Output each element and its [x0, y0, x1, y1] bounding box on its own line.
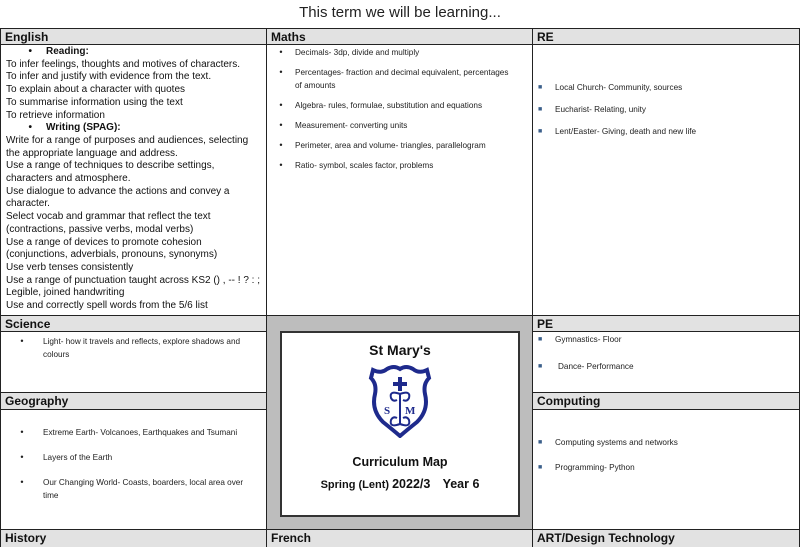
geography-item: • Layers of the Earth — [1, 451, 247, 464]
writing-heading: • Writing (SPAG): — [6, 122, 262, 135]
history-header: History — [0, 529, 268, 547]
reading-line: To retrieve information — [6, 109, 105, 121]
bullet-icon: • — [279, 100, 283, 110]
square-bullet-icon: ■ — [538, 106, 543, 113]
bullet-icon: • — [20, 336, 24, 346]
writing-line: Use dialogue to advance the actions and convey a character. — [6, 185, 230, 210]
reading-heading: • Reading: — [6, 46, 262, 59]
writing-line: Select vocab and grammar that reflect the text (contractions, passive verbs, modal verbs) — [6, 211, 211, 235]
bullet-icon: • — [279, 120, 283, 130]
writing-line: Use and correctly spell words from the 5/6 list — [6, 300, 208, 312]
maths-item: • Measurement- converting units — [267, 119, 533, 132]
pe-list — [533, 332, 799, 373]
writing-line: Use a range of devices to promote cohesion (conjunctions, adverbials, pronouns, synonyms) — [6, 236, 218, 261]
english-content — [1, 45, 267, 314]
pe-header: PE — [532, 315, 800, 333]
science-item: • Light- how it travels and reflects, explore shadows and colours — [1, 335, 267, 361]
science-cell — [0, 331, 268, 394]
re-item: ■ Lent/Easter- Giving, death and new life — [533, 125, 799, 138]
school-crest-icon — [367, 364, 433, 438]
maths-item: • Decimals- 3dp, divide and multiply — [267, 46, 533, 59]
reading-line: To infer feelings, thoughts and motives of characters. — [6, 58, 241, 70]
square-bullet-icon: ■ — [538, 464, 543, 471]
square-bullet-icon: ■ — [538, 84, 543, 91]
maths-item: • Percentages- fraction and decimal equivalent, percentages of amounts — [267, 66, 533, 92]
computing-list — [533, 410, 799, 474]
curriculum-map-title: Curriculum Map — [352, 455, 448, 469]
term-line — [282, 477, 518, 491]
writing-line: Use a range of techniques to describe settings, characters and atmosphere. — [6, 160, 215, 185]
science-list — [1, 332, 267, 361]
re-item: ■ Local Church- Community, sources — [533, 81, 799, 94]
maths-item: • Algebra- rules, formulae, substitution and equations — [267, 99, 533, 112]
reading-line: To summarise information using the text — [6, 96, 183, 108]
bullet-icon: • — [20, 477, 24, 487]
maths-list — [267, 45, 533, 172]
computing-item: ■ Computing systems and networks — [533, 436, 799, 449]
bullet-icon: • — [279, 140, 283, 150]
bullet-icon: • — [28, 122, 32, 134]
geography-item: • Extreme Earth- Volcanoes, Earthquakes and Tsumani — [1, 426, 247, 439]
bullet-icon: • — [279, 67, 283, 77]
pe-item: ■ Gymnastics- Floor — [533, 333, 799, 346]
writing-line: Use a range of punctuation taught across KS2 () , -- ! ? : ; — [6, 274, 261, 286]
computing-cell — [532, 409, 800, 531]
geography-item: • Our Changing World- Coasts, boarders, local area over time — [1, 476, 247, 502]
writing-line: Legible, joined handwriting — [6, 287, 125, 299]
re-cell — [532, 44, 800, 317]
square-bullet-icon: ■ — [538, 363, 543, 370]
crest-letter-s: S — [384, 405, 391, 417]
bullet-icon: • — [279, 160, 283, 170]
maths-header: Maths — [266, 28, 534, 46]
re-item: ■ Eucharist- Relating, unity — [533, 103, 799, 116]
computing-header: Computing — [532, 392, 800, 411]
maths-item: • Perimeter, area and volume- triangles, parallelogram — [267, 139, 533, 152]
square-bullet-icon: ■ — [538, 128, 543, 135]
reading-line: To explain about a character with quotes — [6, 84, 185, 96]
pe-cell — [532, 331, 800, 394]
term-label: Spring (Lent) — [320, 479, 390, 491]
computing-item: ■ Programming- Python — [533, 461, 799, 474]
year-group: Year 6 — [442, 477, 480, 491]
maths-item: • Ratio- symbol, scales factor, problems — [267, 159, 533, 172]
page-title: This term we will be learning... — [299, 4, 501, 21]
title-card — [280, 331, 520, 517]
re-header: RE — [532, 28, 800, 46]
writing-line: Write for a range of purposes and audiences, selecting the appropriate language and address. — [6, 134, 249, 159]
pe-item: ■ Dance- Performance — [533, 360, 799, 373]
french-header: French — [266, 529, 534, 547]
geography-cell — [0, 409, 268, 531]
english-header: English — [0, 28, 268, 46]
title-panel — [266, 315, 534, 531]
bullet-icon: • — [279, 47, 283, 57]
geography-list — [1, 410, 267, 502]
square-bullet-icon: ■ — [538, 439, 543, 446]
square-bullet-icon: ■ — [538, 336, 543, 343]
science-header: Science — [0, 315, 268, 333]
english-cell — [0, 44, 268, 317]
school-name: St Mary's — [369, 342, 431, 358]
bullet-icon: • — [28, 46, 32, 57]
maths-cell — [266, 44, 534, 317]
crest-letter-m: M — [405, 405, 416, 417]
reading-line: To infer and justify with evidence from the text. — [6, 71, 212, 83]
year-code: 2022/3 — [392, 477, 431, 491]
re-list — [533, 45, 799, 138]
art-dt-header: ART/Design Technology — [532, 529, 800, 547]
bullet-icon: • — [20, 427, 24, 437]
bullet-icon: • — [20, 452, 24, 462]
geography-header: Geography — [0, 392, 268, 411]
writing-line: Use verb tenses consistently — [6, 261, 134, 273]
